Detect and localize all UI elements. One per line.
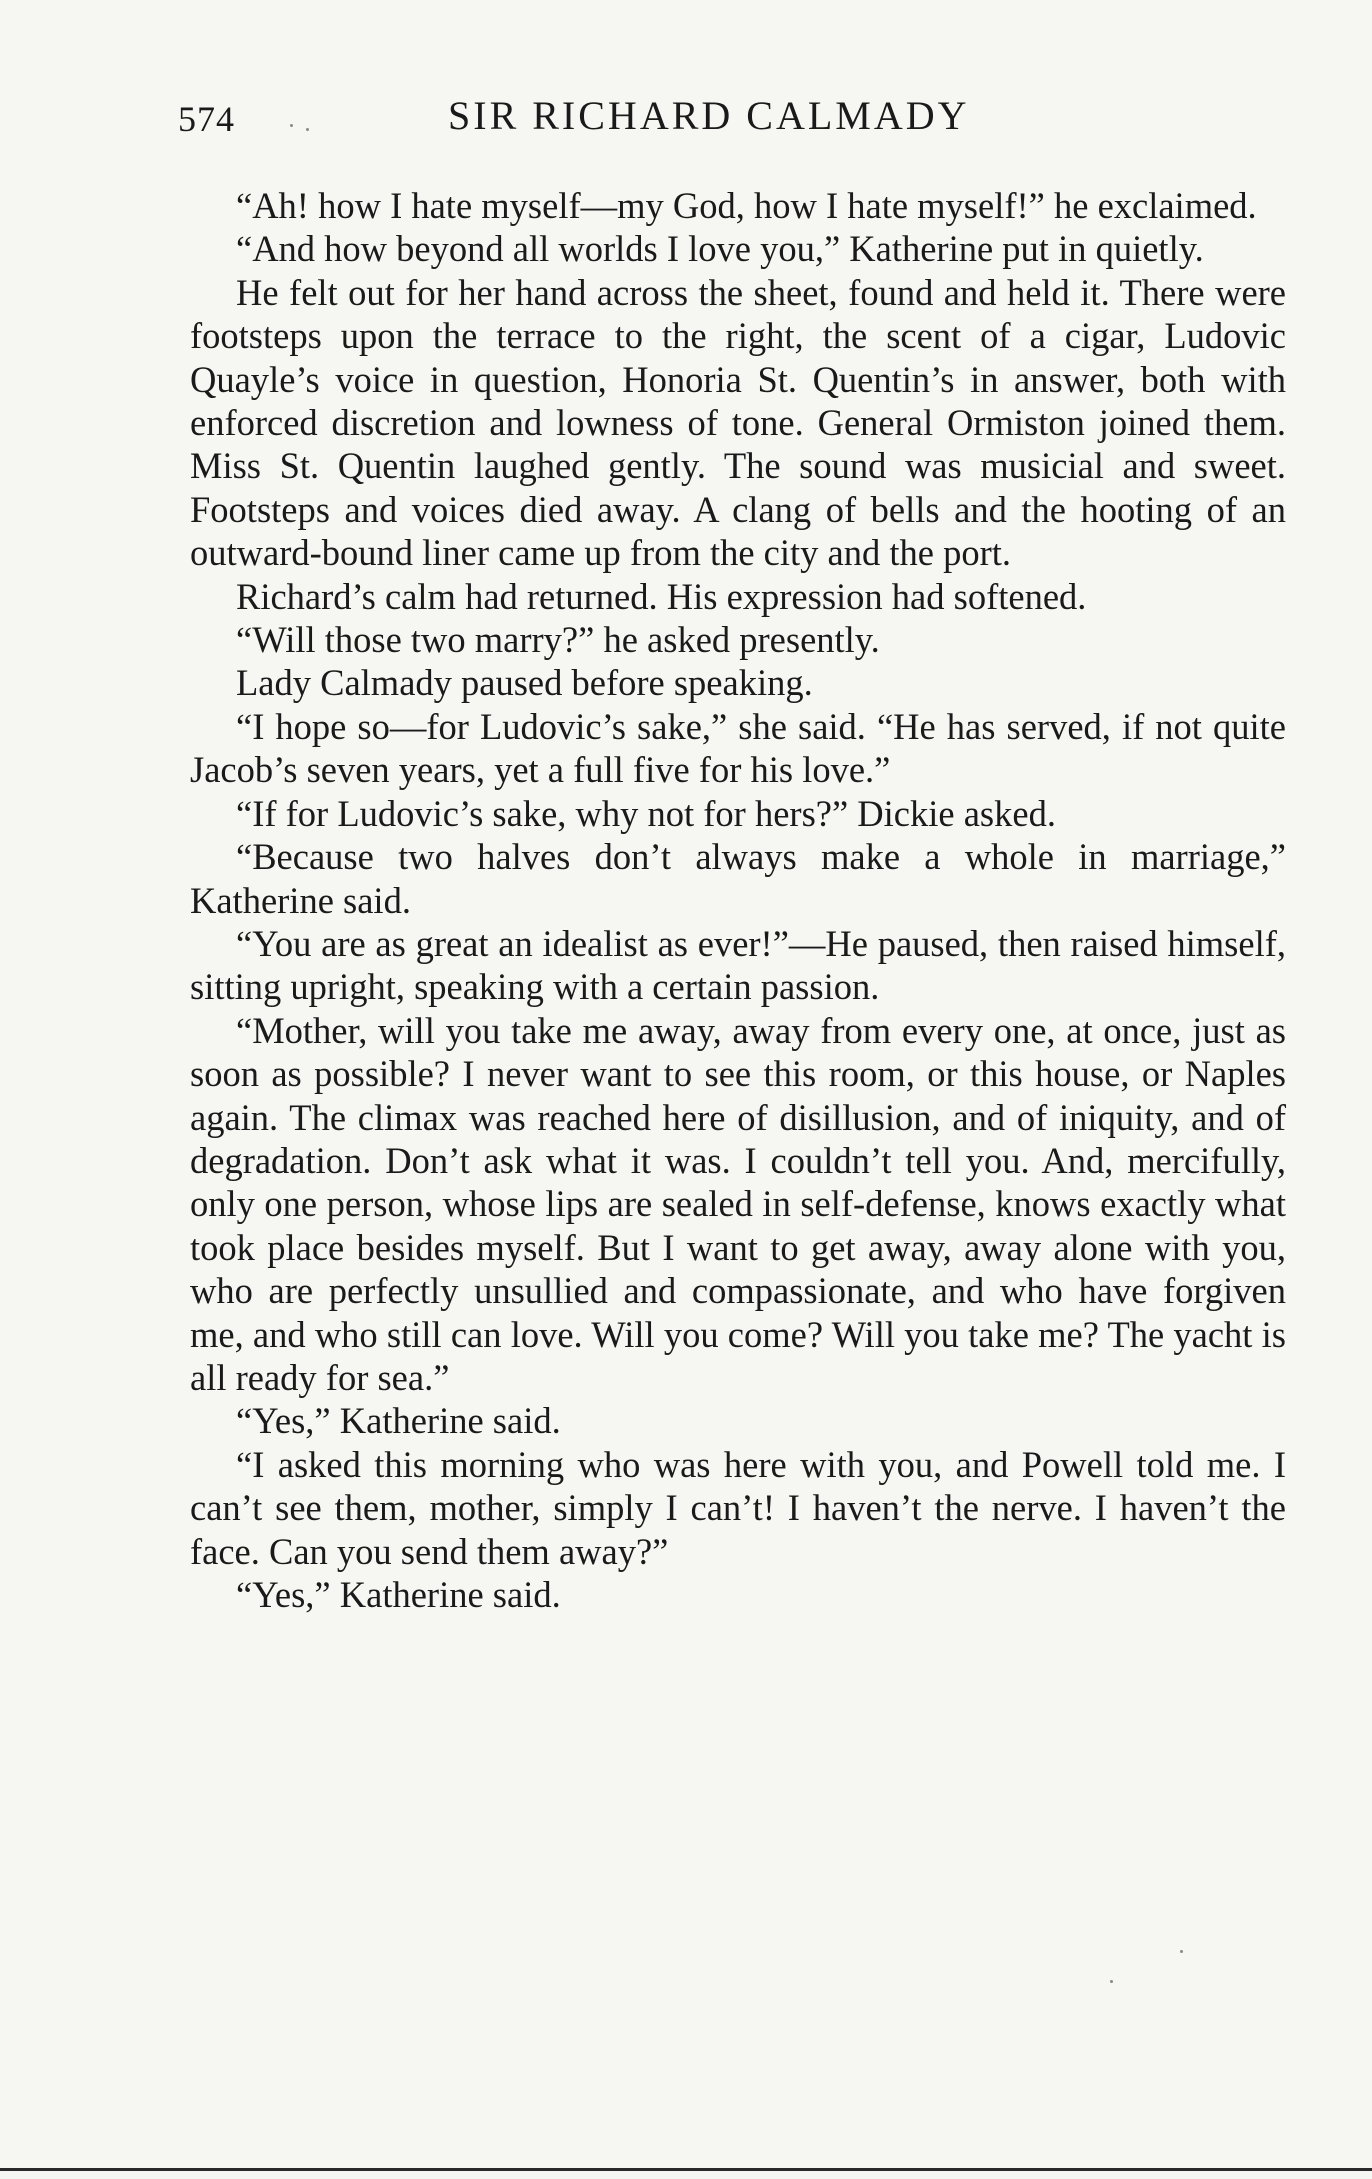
print-speck bbox=[1110, 1980, 1113, 1983]
paragraph: “Yes,” Katherine said. bbox=[236, 1574, 561, 1615]
paragraph: “Because two halves don’t always make a whole in marriage,” Katherine said. bbox=[190, 836, 1286, 921]
paragraph: He felt out for her hand across the sheet, found and held it. There were footsteps upon the terrace to the right, the scent of a cigar, Ludovic Quayle’s voice in question, Honoria St. Quentin’s in answer, both with enforced discretion and lowness of tone. General Ormiston joined them. Miss St. Quentin laughed gently. The sound was musicial and sweet. Footsteps and voices died away. A clang of bells and the hooting of an outward-bound liner came up from the city and the port. bbox=[190, 271, 1286, 574]
paragraph: “Will those two marry?” he asked presently. bbox=[236, 619, 880, 661]
print-speck bbox=[290, 124, 293, 127]
paragraph: “If for Ludovic’s sake, why not for hers?” Dickie asked. bbox=[236, 792, 1056, 834]
paragraph: “Mother, will you take me away, away from every one, at once, just as soon as possible? I never want to see this room, or this house, or Naples again. The climax was reached here of disillusion, and of iniquity, and of degradation. Don’t ask what it was. I couldn’t tell you. And, mercifully, only one person, whose lips are sealed in self-defense, knows exactly what took place besides myself. But I want to get away, away alone with you, who are perfectly unsullied and compassionate, and who have forgiven me, and who still can love. Will you come? Will you take me? The yacht is all ready for sea.” bbox=[190, 1009, 1286, 1398]
paragraph: Lady Calmady paused before speaking. bbox=[236, 662, 813, 704]
print-speck bbox=[306, 128, 309, 131]
paragraph: Richard’s calm had returned. His expression had softened. bbox=[236, 575, 1087, 617]
print-speck bbox=[1180, 1950, 1183, 1953]
paragraph: “You are as great an idealist as ever!”—He paused, then raised himself, sitting upright, speaking with a certain passion. bbox=[190, 922, 1286, 1008]
body-text bbox=[190, 184, 1286, 1616]
paragraph: “And how beyond all worlds I love you,” Katherine put in quietly. bbox=[236, 228, 1204, 270]
paragraph: “I asked this morning who was here with you, and Powell told me. I can’t see them, mother, simply I can’t! I haven’t the nerve. I haven’t the face. Can you send them away?” bbox=[190, 1443, 1286, 1572]
paragraph: “I hope so—for Ludovic’s sake,” she said. “He has served, if not quite Jacob’s seven years, yet a full five for his love.” bbox=[190, 705, 1286, 791]
paragraph: “Ah! how I hate myself—my God, how I hate myself!” he exclaimed. bbox=[236, 185, 1257, 226]
page-number: 574 bbox=[178, 99, 235, 139]
running-head: SIR RICHARD CALMADY bbox=[448, 93, 970, 138]
page-header bbox=[178, 92, 1288, 152]
page-bottom-rule bbox=[0, 2168, 1372, 2171]
paragraph: “Yes,” Katherine said. bbox=[236, 1400, 561, 1442]
